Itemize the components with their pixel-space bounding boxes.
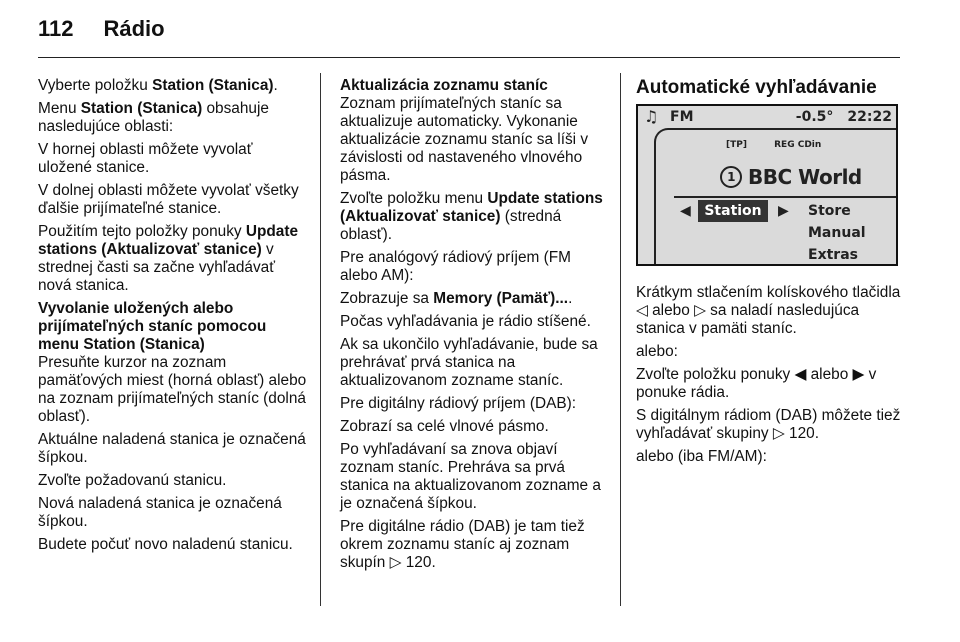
paragraph: V dolnej oblasti môžete vyvolať všetky ďalšie prijímateľné stanice. — [38, 182, 299, 217]
radio-temperature: -0.5° — [795, 109, 834, 125]
paragraph: Pre analógový rádiový príjem (FM alebo AM): — [340, 249, 571, 284]
chapter-title: Rádio — [103, 16, 165, 41]
rocker-left-icon: ◁ — [636, 302, 648, 319]
radio-status-bar — [638, 106, 896, 128]
section-title: Automatické vyhľadávanie — [636, 77, 877, 98]
paragraph: Zobrazí sa celé vlnové pásmo. — [340, 418, 549, 435]
page-reference-icon: ▷ — [772, 425, 785, 442]
radio-display-image — [636, 104, 898, 266]
rocker-right-icon: ▷ — [694, 302, 706, 319]
menu-item-manual: Manual — [808, 225, 866, 241]
column-1 — [38, 77, 310, 559]
paragraph: Nová naladená stanica je označená šípkou. — [38, 495, 282, 530]
seek-back-icon: ◀ — [794, 366, 807, 383]
station-tab: Station — [698, 200, 768, 222]
paragraph: Zvoľte položku menu Update stations (Aktualizovať stanice) (stredná oblasť). — [340, 190, 603, 243]
paragraph: Zobrazuje sa Memory (Pamäť).... — [340, 290, 573, 307]
paragraph: Presuňte kurzor na zoznam pamäťových miest (horná oblasť) alebo na zoznam prijímateľných staníc (dolná oblasť). — [38, 354, 307, 425]
station-name: BBC World — [748, 165, 862, 189]
paragraph: Menu Station (Stanica) obsahuje nasledujúce oblasti: — [38, 100, 269, 135]
paragraph: Počas vyhľadávania je rádio stíšené. — [340, 313, 591, 330]
radio-flags: [TP] REG CDin — [726, 140, 822, 150]
radio-divider — [674, 196, 896, 198]
preset-number: 1 — [720, 166, 742, 188]
page-number: 112 — [38, 16, 74, 41]
seek-forward-icon: ▶ — [778, 203, 789, 219]
menu-item-store: Store — [808, 203, 851, 219]
paragraph: Budete počuť novo naladenú stanicu. — [38, 536, 293, 553]
paragraph: Po vyhľadávaní sa znova objaví zoznam staníc. Prehráva sa prvá stanica na aktualizovanom zozname a je označená šípkou. — [340, 441, 601, 512]
paragraph: Zvoľte požadovanú stanicu. — [38, 472, 227, 489]
paragraph: Pre digitálny rádiový príjem (DAB): — [340, 395, 577, 412]
paragraph: alebo: — [636, 343, 678, 360]
menu-item-extras: Extras — [808, 247, 858, 263]
column-divider — [320, 73, 321, 606]
paragraph: Pre digitálne rádio (DAB) je tam tiež okrem zoznamu staníc aj zoznam skupín ▷ 120. — [340, 518, 585, 571]
subheading: Vyvolanie uložených alebo prijímateľných staníc pomocou menu Station (Stanica) — [38, 300, 267, 353]
page-header — [38, 16, 165, 50]
radio-station — [720, 166, 862, 188]
paragraph: Vyberte položku Station (Stanica). — [38, 77, 278, 94]
seek-back-icon: ◀ — [680, 203, 691, 219]
paragraph: Zoznam prijímateľných staníc sa aktualizuje automaticky. Vykonanie aktualizácie zoznamu staníc sa líši v závislosti od nastaveného vlnového pásma. — [340, 95, 589, 184]
column-divider — [620, 73, 621, 606]
column-2 — [340, 77, 608, 577]
column-3 — [636, 77, 904, 471]
paragraph: Zvoľte položku ponuky ◀ alebo ▶ v ponuke rádia. — [636, 366, 877, 401]
paragraph: S digitálnym rádiom (DAB) môžete tiež vyhľadávať skupiny ▷ 120. — [636, 407, 901, 442]
paragraph: V hornej oblasti môžete vyvolať uložené stanice. — [38, 141, 253, 176]
subheading: Aktualizácia zoznamu staníc — [340, 77, 548, 94]
page-reference-icon: ▷ — [389, 554, 402, 571]
seek-forward-icon: ▶ — [852, 366, 865, 383]
paragraph: Použitím tejto položky ponuky Update stations (Aktualizovať stanice) v strednej časti sa začne vyhľadávať nová stanica. — [38, 223, 299, 294]
music-note-icon: ♫ — [644, 107, 659, 126]
radio-band: FM — [670, 109, 694, 125]
paragraph: Krátkym stlačením kolískového tlačidla ◁ alebo ▷ sa naladí nasledujúca stanica v pamäti staníc. — [636, 284, 901, 337]
paragraph: alebo (iba FM/AM): — [636, 448, 767, 465]
paragraph: Ak sa ukončilo vyhľadávanie, bude sa prehrávať prvá stanica na aktualizovanom zozname staníc. — [340, 336, 598, 389]
header-rule — [38, 57, 900, 58]
paragraph: Aktuálne naladená stanica je označená šípkou. — [38, 431, 306, 466]
radio-clock: 22:22 — [847, 109, 892, 125]
